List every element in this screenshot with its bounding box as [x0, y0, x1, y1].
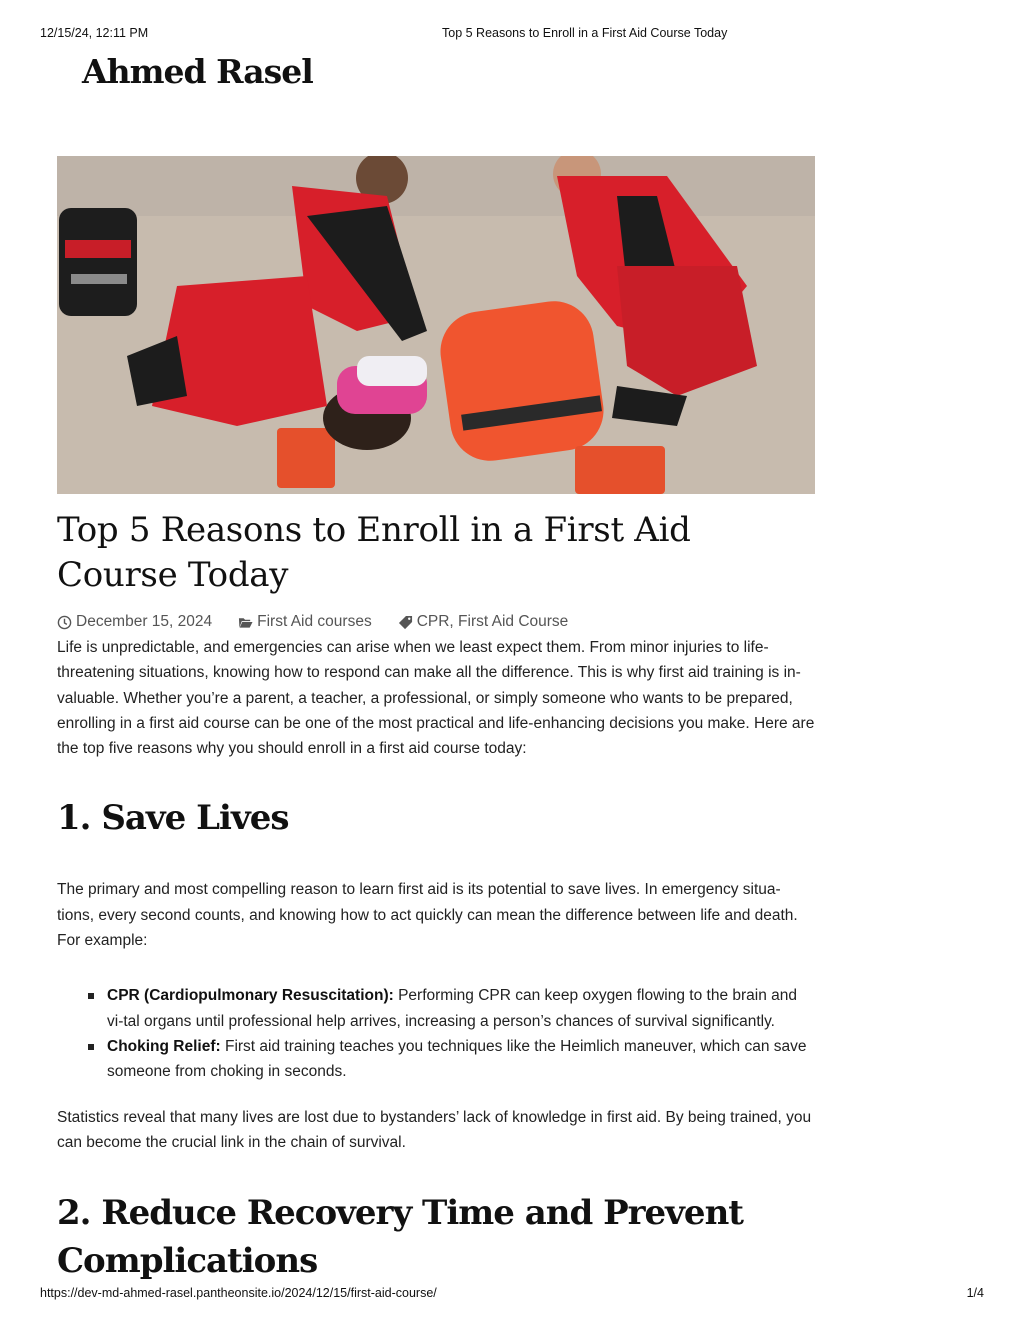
page-number: 1/4	[966, 1286, 984, 1300]
bullet-icon	[88, 993, 94, 999]
bullet-icon	[88, 1044, 94, 1050]
post-tags-links: CPR, First Aid Course	[416, 613, 569, 630]
print-datetime: 12/15/24, 12:11 PM	[40, 26, 149, 40]
section-heading: 2. Reduce Recovery Time and Prevent Complications	[57, 1193, 743, 1282]
list-item-text: Performing CPR can keep oxygen flowing to the brain and vi-tal organs until professional help arrives, increasing a person’s chances of survival significantly.	[107, 987, 798, 1030]
list-item-label: CPR (Cardiopulmonary Resuscitation):	[107, 987, 394, 1005]
list-item-label: Choking Relief:	[107, 1037, 221, 1055]
tag-icon	[398, 615, 413, 630]
print-doc-title: Top 5 Reasons to Enroll in a First Aid Course Today	[442, 26, 728, 40]
clock-icon	[57, 615, 72, 630]
section-heading: 1. Save Lives	[57, 798, 289, 839]
list-item	[57, 1034, 815, 1085]
print-header	[40, 26, 984, 42]
page-url: https://dev-md-ahmed-rasel.pantheonsite.io/2024/12/15/first-aid-course/	[40, 1286, 437, 1300]
list-item-text: First aid training teaches you techniques like the Heimlich maneuver, which can save someone from choking in seconds.	[107, 1037, 807, 1081]
list-item	[57, 983, 815, 1034]
section-paragraph: The primary and most compelling reason to learn first aid is its potential to save lives. In emergency situa-tions, every second counts, and knowing how to act quickly can mean the difference between life and death. For example:	[57, 881, 798, 950]
featured-image	[57, 156, 815, 494]
post-date[interactable]	[57, 613, 212, 631]
intro-paragraph: Life is unpredictable, and emergencies can arise when we least expect them. From minor injuries to life-threatening situations, knowing how to respond can make all the difference. This is why first aid training is in-valuable. Whether you’re a parent, a teacher, a professional, or simply someone who wants to be prepared, enrolling in a first aid course can be one of the most practical and life-enhancing decisions you make. Here are the top five reasons why you should enroll in a first aid course today:	[57, 639, 815, 758]
folder-icon	[238, 616, 253, 629]
post-category-link: First Aid courses	[257, 613, 372, 630]
closing-paragraph: Statistics reveal that many lives are lost due to bystanders’ lack of knowledge in first aid. By being trained, you can become the crucial link in the chain of survival.	[57, 1108, 812, 1151]
paramedics-illustration	[57, 156, 815, 494]
post-tags[interactable]	[398, 613, 569, 631]
post-meta	[57, 610, 815, 634]
bullet-list	[57, 983, 815, 1084]
post-article	[57, 156, 815, 1285]
post-category[interactable]	[238, 613, 372, 631]
site-title[interactable]: Ahmed Rasel	[82, 52, 313, 91]
print-footer	[40, 1286, 984, 1302]
post-title: Top 5 Reasons to Enroll in a First Aid Course Today	[57, 510, 691, 595]
post-date-text: December 15, 2024	[76, 613, 213, 630]
